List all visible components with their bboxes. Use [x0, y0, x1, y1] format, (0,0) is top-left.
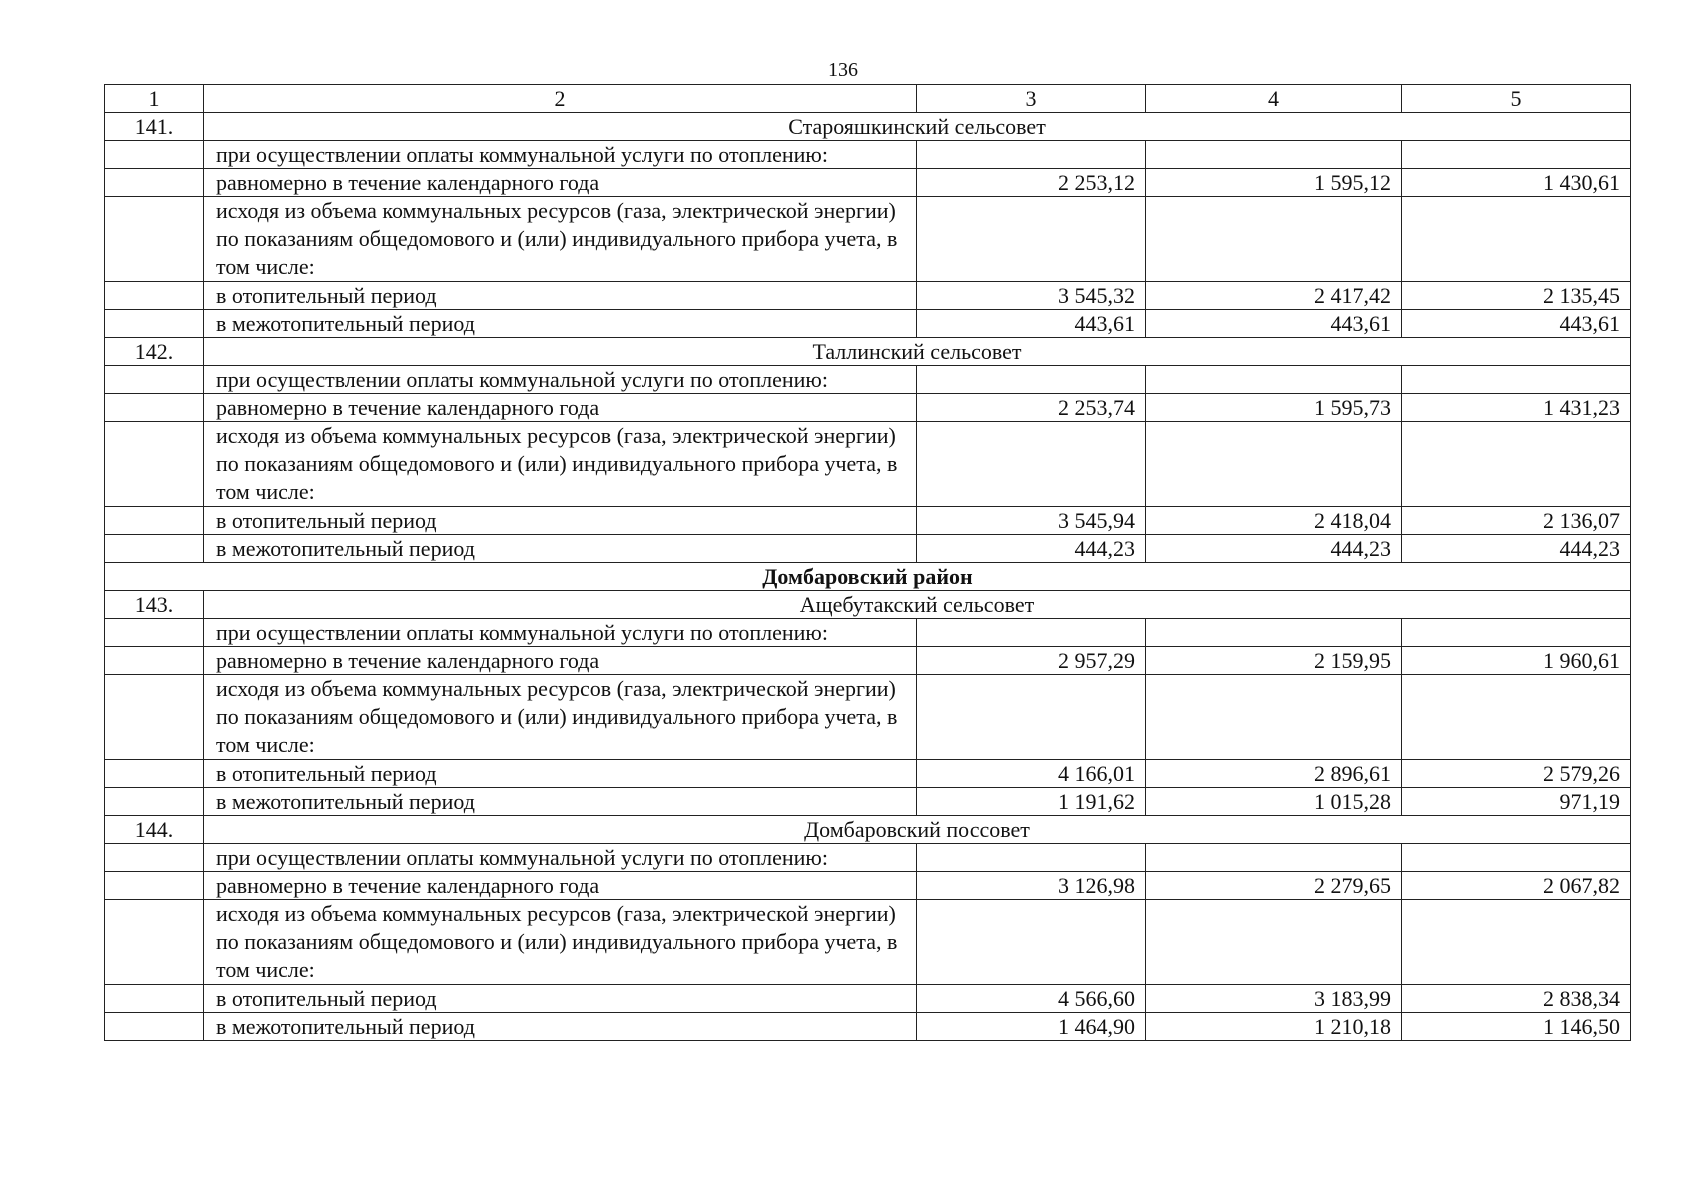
section-row — [105, 591, 1631, 619]
value-col5 — [1402, 366, 1631, 394]
header-row — [105, 85, 1631, 113]
table-row — [105, 422, 1631, 507]
row-number-empty — [105, 872, 204, 900]
value-col3: 1 464,90 — [917, 1013, 1146, 1041]
value-col5: 2 579,26 — [1402, 760, 1631, 788]
row-number-empty — [105, 760, 204, 788]
value-col3: 2 253,12 — [917, 169, 1146, 197]
value-col4 — [1146, 619, 1402, 647]
section-row — [105, 338, 1631, 366]
value-col3: 3 545,32 — [917, 282, 1146, 310]
value-col4 — [1146, 197, 1402, 282]
section-row — [105, 113, 1631, 141]
value-col5: 1 146,50 — [1402, 1013, 1631, 1041]
value-col3: 3 545,94 — [917, 507, 1146, 535]
table-row — [105, 366, 1631, 394]
row-number-empty — [105, 788, 204, 816]
row-number-empty — [105, 647, 204, 675]
row-label: при осуществлении оплаты коммунальной услуги по отоплению: — [204, 366, 917, 394]
header-cell: 3 — [917, 85, 1146, 113]
table-row — [105, 282, 1631, 310]
value-col5: 443,61 — [1402, 310, 1631, 338]
row-number-empty — [105, 169, 204, 197]
table-row — [105, 535, 1631, 563]
table-row — [105, 310, 1631, 338]
value-col3 — [917, 844, 1146, 872]
value-col3 — [917, 900, 1146, 985]
header-cell: 2 — [204, 85, 917, 113]
row-number: 143. — [105, 591, 204, 619]
section-title: Домбаровский поссовет — [204, 816, 1631, 844]
value-col5 — [1402, 141, 1631, 169]
value-col3 — [917, 141, 1146, 169]
value-col4: 2 279,65 — [1146, 872, 1402, 900]
value-col5 — [1402, 619, 1631, 647]
row-label: при осуществлении оплаты коммунальной услуги по отоплению: — [204, 141, 917, 169]
header-cell: 5 — [1402, 85, 1631, 113]
table-row — [105, 675, 1631, 760]
header-cell: 1 — [105, 85, 204, 113]
row-label: исходя из объема коммунальных ресурсов (газа, электрической энергии) по показаниям общедомового и (или) индивидуального прибора учета, в том числе: — [204, 900, 917, 985]
table-row — [105, 169, 1631, 197]
row-number-empty — [105, 366, 204, 394]
value-col4: 1 210,18 — [1146, 1013, 1402, 1041]
value-col3 — [917, 366, 1146, 394]
value-col4 — [1146, 422, 1402, 507]
value-col5: 1 430,61 — [1402, 169, 1631, 197]
table-row — [105, 760, 1631, 788]
table-row — [105, 900, 1631, 985]
value-col5 — [1402, 197, 1631, 282]
table-row — [105, 985, 1631, 1013]
value-col4 — [1146, 900, 1402, 985]
value-col5: 444,23 — [1402, 535, 1631, 563]
value-col4: 444,23 — [1146, 535, 1402, 563]
value-col4 — [1146, 844, 1402, 872]
value-col3: 1 191,62 — [917, 788, 1146, 816]
value-col3 — [917, 422, 1146, 507]
row-label: в отопительный период — [204, 282, 917, 310]
row-number-empty — [105, 422, 204, 507]
value-col4 — [1146, 366, 1402, 394]
value-col4: 1 595,12 — [1146, 169, 1402, 197]
row-label: исходя из объема коммунальных ресурсов (газа, электрической энергии) по показаниям общедомового и (или) индивидуального прибора учета, в том числе: — [204, 422, 917, 507]
row-number-empty — [105, 310, 204, 338]
section-title: Таллинский сельсовет — [204, 338, 1631, 366]
table-row — [105, 197, 1631, 282]
row-number-empty — [105, 282, 204, 310]
row-label: в межотопительный период — [204, 310, 917, 338]
row-number-empty — [105, 1013, 204, 1041]
value-col5 — [1402, 675, 1631, 760]
header-cell: 4 — [1146, 85, 1402, 113]
table-row — [105, 619, 1631, 647]
row-label: при осуществлении оплаты коммунальной услуги по отоплению: — [204, 619, 917, 647]
tariff-table — [104, 84, 1631, 1041]
row-number-empty — [105, 394, 204, 422]
value-col5: 2 838,34 — [1402, 985, 1631, 1013]
table-row — [105, 844, 1631, 872]
row-number-empty — [105, 619, 204, 647]
value-col3: 4 166,01 — [917, 760, 1146, 788]
table-row — [105, 394, 1631, 422]
value-col5: 2 067,82 — [1402, 872, 1631, 900]
table-row — [105, 872, 1631, 900]
section-row — [105, 816, 1631, 844]
row-number: 144. — [105, 816, 204, 844]
value-col3: 4 566,60 — [917, 985, 1146, 1013]
table-row — [105, 647, 1631, 675]
value-col3: 2 253,74 — [917, 394, 1146, 422]
value-col5 — [1402, 422, 1631, 507]
value-col5: 971,19 — [1402, 788, 1631, 816]
row-label: равномерно в течение календарного года — [204, 872, 917, 900]
row-label: в межотопительный период — [204, 1013, 917, 1041]
value-col4: 2 418,04 — [1146, 507, 1402, 535]
value-col4: 1 015,28 — [1146, 788, 1402, 816]
value-col5: 2 135,45 — [1402, 282, 1631, 310]
row-label: равномерно в течение календарного года — [204, 647, 917, 675]
value-col3: 443,61 — [917, 310, 1146, 338]
row-number: 142. — [105, 338, 204, 366]
value-col4: 443,61 — [1146, 310, 1402, 338]
district-title: Домбаровский район — [105, 563, 1631, 591]
row-number-empty — [105, 535, 204, 563]
row-label: в отопительный период — [204, 985, 917, 1013]
row-number-empty — [105, 675, 204, 760]
value-col5 — [1402, 844, 1631, 872]
row-label: при осуществлении оплаты коммунальной услуги по отоплению: — [204, 844, 917, 872]
value-col5: 2 136,07 — [1402, 507, 1631, 535]
value-col3 — [917, 197, 1146, 282]
value-col3: 444,23 — [917, 535, 1146, 563]
row-label: в отопительный период — [204, 760, 917, 788]
row-label: в межотопительный период — [204, 535, 917, 563]
value-col4: 2 417,42 — [1146, 282, 1402, 310]
value-col4 — [1146, 675, 1402, 760]
value-col4: 2 159,95 — [1146, 647, 1402, 675]
row-label: равномерно в течение календарного года — [204, 169, 917, 197]
value-col5 — [1402, 900, 1631, 985]
value-col5: 1 960,61 — [1402, 647, 1631, 675]
page-number: 136 — [828, 59, 858, 81]
row-number-empty — [105, 507, 204, 535]
row-number-empty — [105, 844, 204, 872]
section-title: Старояшкинский сельсовет — [204, 113, 1631, 141]
district-row — [105, 563, 1631, 591]
value-col3: 3 126,98 — [917, 872, 1146, 900]
value-col4: 2 896,61 — [1146, 760, 1402, 788]
row-label: в межотопительный период — [204, 788, 917, 816]
section-title: Ащебутакский сельсовет — [204, 591, 1631, 619]
value-col4: 1 595,73 — [1146, 394, 1402, 422]
row-number-empty — [105, 141, 204, 169]
row-number-empty — [105, 985, 204, 1013]
table-row — [105, 141, 1631, 169]
row-number-empty — [105, 900, 204, 985]
value-col4 — [1146, 141, 1402, 169]
table-row — [105, 507, 1631, 535]
table-row — [105, 1013, 1631, 1041]
row-number: 141. — [105, 113, 204, 141]
value-col4: 3 183,99 — [1146, 985, 1402, 1013]
table-row — [105, 788, 1631, 816]
row-number-empty — [105, 197, 204, 282]
row-label: в отопительный период — [204, 507, 917, 535]
row-label: исходя из объема коммунальных ресурсов (газа, электрической энергии) по показаниям общедомового и (или) индивидуального прибора учета, в том числе: — [204, 675, 917, 760]
value-col5: 1 431,23 — [1402, 394, 1631, 422]
value-col3 — [917, 675, 1146, 760]
row-label: исходя из объема коммунальных ресурсов (газа, электрической энергии) по показаниям общедомового и (или) индивидуального прибора учета, в том числе: — [204, 197, 917, 282]
value-col3: 2 957,29 — [917, 647, 1146, 675]
row-label: равномерно в течение календарного года — [204, 394, 917, 422]
value-col3 — [917, 619, 1146, 647]
